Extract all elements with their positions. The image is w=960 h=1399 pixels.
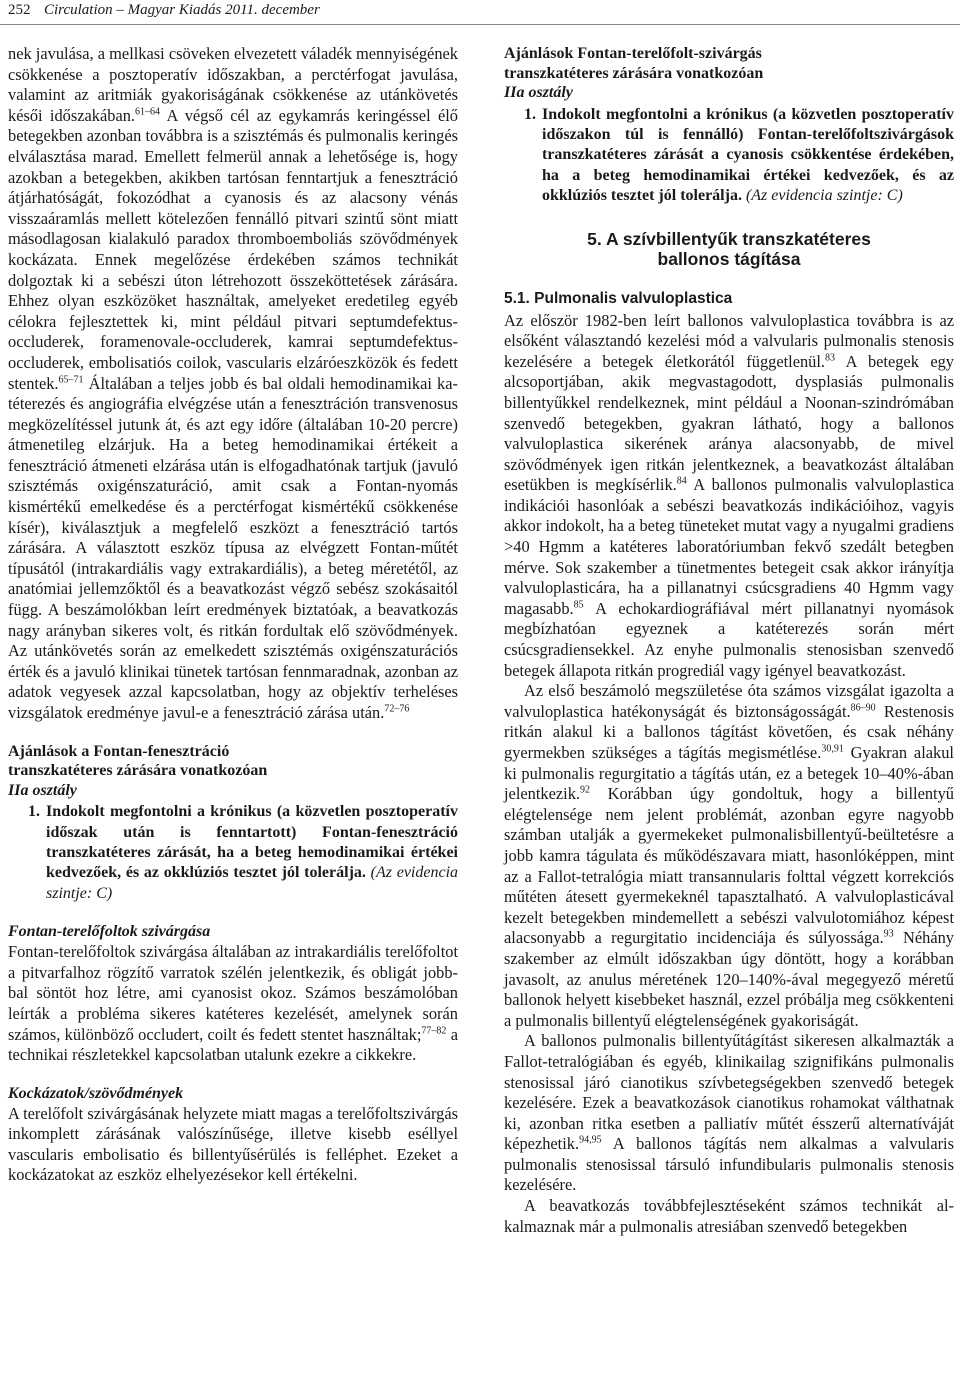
recommendation-class: IIa osztály [8, 781, 77, 799]
body-paragraph: A terelőfolt szivárgásának helyzete miatt magas a terelőfoltszivárgás inkomplett zárásának valószínűsége, illetve kisebb eséllyel vascularis embolisatio és billentyűsérülés is felléphet. Ezeket a kockázatokat az eszköz elhelyezésekor kell értékelni. [8, 1103, 458, 1185]
reference-superscript: 72–76 [384, 703, 410, 715]
subheading-fontan-baffle-leak: Fontan-terelőfoltok szivárgása [8, 923, 211, 941]
section-title: 5. A szívbillentyűk transzkatéteres ballonos tágítása [587, 228, 871, 269]
subsection-title: 5.1. Pulmonalis valvuloplastica [504, 289, 733, 307]
body-paragraph: A beavatkozás továbbfejlesztéseként számos technikát alkalmaznak már a pulmonalis atresiában szenvedő betegekben [504, 1196, 954, 1236]
body-paragraph: Fontan-terelőfoltok szivárgása általában az intrakardiális terelőfoltot a pitvarfalhoz rögzítő varratok szélén jelentkezik, és obligát jobb-bal söntöt hoz létre, ami cyanosist okoz. Számos beszámolóban leírták a probléma sikeres katéteres kezelését, amelynek során számos, különböző occludert, coilt és fedett stentet használtak;$^{77-82}$ a technikai részletekkel kapcsolatban utalunk ezekre a cikkekre. [8, 942, 458, 1065]
body-paragraph: Az első beszámoló megszületése óta számos vizsgálat igazolta a valvuloplastica hatékonyságát és biztonságosságát.$^{86-90}$ Restenosis ritkán alakul ki a ballonos tágítást követően, és csak néhány gyermekben szükséges a tágítás megismétlése.$^{30,91}$ Gyakran alakul ki pulmonalis regurgitatio a tágítás után, ez a betegek 10–40%-ában jelentkezik.$^{92}$ Korábban úgy gondoltuk, hogy a billentyű elégtelensége nem jelent problémát, azonban egyre nagyobb számban utalják a gyermekeket pulmonalisbillentyű-beültetésre a jobb kamra tágulata és működészavara miatt, hasonlóképpen, mint az a Fallot-tetralógia miatt transannularis folttal végzett korrekciós műtéten átesett gyermekeknél tapasztalható. A valvuloplasticával kezelt betegekben mindemellett a sebészi valvulotomiához képest alacsonyabb a regurgitatio incidenciája és súlyossága.$^{93}$ Néhány szakember az elmúlt időszakban úgy döntött, hogy a korábban javasolt, az anulus méretének 120–140%-ával megegyező méretű ballonok helyett kisebbeket használ, ezzel próbálja meg csökkenteni a pulmonalis billentyű elégtelenségének gyakoriságát. [504, 681, 955, 1030]
right-column [504, 44, 954, 1237]
recommendation-title: Ajánlások a Fontan-fenesztráció transzkatéteres zárására vonatkozóan [8, 742, 268, 780]
reference-superscript: 92 [580, 784, 590, 796]
recommendation-class: IIa osztály [504, 84, 573, 101]
recommendation-item: 1. Indokolt megfontolni a krónikus (a közvetlen posztoperatív időszak után is fenntartott) Fontan-fenesztráció transzkatéteres zárását, ha a beteg hemodinamikai értékei kedvezőek, és az okklúziós tesztet jól tolerálja. (Az evidencia szintje: C) [28, 803, 459, 902]
reference-superscript: 93 [883, 928, 894, 940]
subheading-risks: Kockázatok/szövődmények [8, 1084, 184, 1102]
running-title: Circulation – Magyar Kiadás 2011. december [44, 2, 320, 18]
body-paragraph: A ballonos pulmonalis billentyűtágítást sikeresen alkalmazták a Fallot-tetralógiában és egyéb, klinikailag szignifikáns pulmonalis stenosissal járó cianotikus szívbetegségekben szenvedő betegek kezelésére. Ezek a beavatkozások cianotikus rohamokat válthatnak ki, azonban ritka esetben a palliatív műtét ésszerű alternatíváját képezhetik.$^{94,95}$ A ballonos tágítás nem alkalmas a valvularis pulmonalis stenosissal társuló infundibularis pulmonalis stenosis kezelésére. [504, 1031, 954, 1195]
recommendation-box-baffle-leak [504, 44, 954, 207]
body-paragraph: nek javulása, a mellkasi csöveken elvezetett váladék mennyiségének csökkenése a posztoperatív időszakban, a perctérfogat javulása, valamint az aritmiák gyakoriságának csökkenése az utánkövetés késői időszakában.$^{61-64}$ A végső cél az egykamrás keringéssel élő betegekben azonban továbbra is a szisztémás és pulmonalis keringés elválasztása marad. Emellett felmerül annak a lehetősége is, hogy azokban a betegekben, akikben tartósan fenntartjuk a fenesztráció átjárhatóságát, fokozódhat a cyanosis és az alacsony vénás visszaáramlás mellett kötelezően fennálló pitvari szintű sönt miatt másodlagosan kialakuló paradox thromboemboliás szövődmények kockázata. Ennek megelőzése érdekében számos technikát dolgoztak ki a sebészi úton létrehozott összeköttetések zárására. Ehhez olyan eszközöket használtak, amelyeket eredetileg egyéb célokra fejlesztettek ki, mint például pitvari septumdefektus-occluderek, foramenovale-occluderek, kamrai septumdefektus-occluderek, embolisatiós coilok, vascularis elzáróeszközök és fedett stentek.$^{65-71}$ Általában a teljes jobb és bal oldali hemodinamikai katéterezés és angiográfia elvégzése után a fenesztráción transvenosus megközelítéssel jutunk át, és azt egy időre (általában 10-20 percre) átmenetileg elzárjuk. Ha a beteg hemodinamikai értékeit a fenesztráció átmeneti elzárása után is elfogadhatónak tartjuk (javuló szisztémás oxigénszaturáció, amit csak a Fontan-nyomás kismértékű emelkedése és a perctérfogat kismértékű csökkenése kísér), kiválasztjuk a megfelelő eszközt a fenesztráció tartós zárására. A választott eszköz típusa az elvégzett Fontan-műtét típusától (intrakardiális vagy extrakardiális), a beteg méretétől, az anatómiai jellemzőktől és a beavatkozást végző sebész szokásaitól függ. A beszámolókban leírt eredmények biztatóak, a beavatkozás nagy arányban sikeres volt, és ritkán fordultak elő szövődmények. Az utánkövetés során az emelkedett szisztémás oxigénszaturációs érték és a javuló klinikai tünetek tartósan fennmaradnak, azonban az adatok vegyesek azzal kapcsolatban, hogy az objektív terheléses vizsgálatok eredménye javul-e a fenesztráció zárása után.$^{72-76}$ [8, 44, 458, 722]
reference-superscript: 94,95 [579, 1134, 602, 1146]
evidence-level: (Az evidencia szintje: C) [46, 864, 459, 902]
reference-superscript: 83 [825, 352, 836, 364]
left-column [8, 44, 458, 1186]
reference-superscript: 86–90 [850, 702, 876, 714]
reference-superscript: 85 [573, 599, 584, 611]
page-number: 252 [8, 2, 31, 18]
reference-superscript: 30,91 [821, 743, 844, 755]
recommendation-box-fenestration [8, 742, 458, 905]
recommendation-item: 1. Indokolt megfontolni a krónikus (a közvetlen posztoperatív időszakon túl is fennálló) Fontan-terelőfoltszivárgások transzkatéteres zárását a cyanosis csökkentése érdekében, ha a beteg hemodinamikai értékei kedvezőek, és az okklúziós tesztet jól tolerálja. (Az evidencia szintje: C) [524, 105, 954, 205]
reference-superscript: 77–82 [421, 1025, 447, 1037]
evidence-level: (Az evidencia szintje: C) [745, 187, 903, 205]
body-paragraph: Az először 1982-ben leírt ballonos valvuloplastica továbbra is az elsőként választandó kezelési mód a valvularis pulmonalis stenosis kezelésére a betegek életkorától függetlenül.$^{83}$ A betegek egy alcsoportjában, akik megvastagodott, dysplasiás pulmonalis billentyűkkel rendelkeznek, mint például a Noonan-szindrómában szenvedő betegekben, gyakran látható, hogy a ballonos valvuloplastica sikerének aránya alacsonyabb, de mivel szövődmények igen ritkán jelentkeznek, a beavatkozást általában esetükben is megkísérlik.$^{84}$ A ballonos pulmonalis valvuloplastica indikációi hasonlóak a sebészi beavatkozás indikációihoz, vagyis akkor indokolt, ha a beteg tüneteket mutat vagy a nyugalmi gradiens >40 Hgmm a katéteres laboratóriumban fekvő szedált betegben mérve. Sok szakember a tünetmentes betegeit csak akkor irányítja valvuloplasticára, ha a pillanatnyi csúcsgradiens 40 Hgmm vagy magasabb.$^{85}$ A echokardiográfiával mért pillanatnyi nyomások megbízhatóan egyeznek a katéterezés során mért csúcsgradiensekkel. Az enyhe pulmonalis stenosisban szenvedő betegek állapota ritkán progrediál vagy igényel beavatkozást. [504, 310, 955, 680]
reference-superscript: 65–71 [58, 374, 84, 386]
recommendation-title: Ajánlások Fontan-terelőfolt-szivárgás transzkatéteres zárására vonatkozóan [504, 45, 764, 82]
reference-superscript: 84 [676, 475, 687, 487]
reference-superscript: 61–64 [135, 106, 161, 118]
header-rule [0, 24, 960, 25]
running-header [0, 0, 960, 22]
